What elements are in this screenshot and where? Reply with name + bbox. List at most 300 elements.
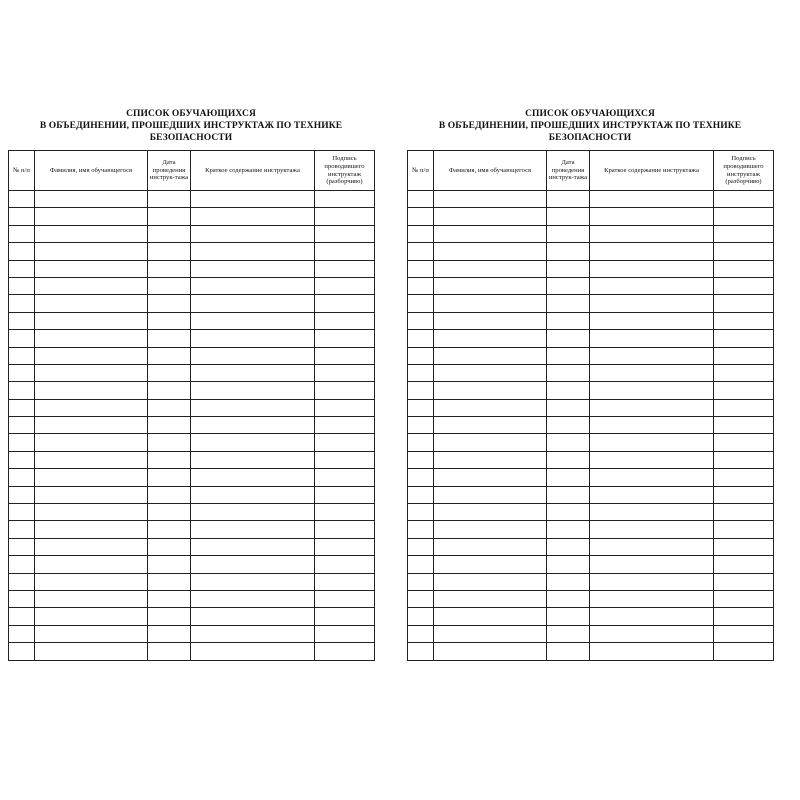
date-cell — [148, 347, 191, 364]
name-cell — [434, 399, 547, 416]
name-cell — [35, 225, 148, 242]
number-cell — [408, 364, 434, 381]
page-title — [8, 108, 374, 144]
content-cell — [590, 573, 714, 590]
table-row — [408, 260, 774, 277]
signature-cell — [714, 590, 774, 607]
name-cell — [35, 347, 148, 364]
signature-cell — [315, 347, 375, 364]
number-cell — [408, 295, 434, 312]
date-cell — [547, 330, 590, 347]
name-cell — [35, 330, 148, 347]
name-cell — [434, 573, 547, 590]
date-cell — [148, 504, 191, 521]
number-cell — [408, 330, 434, 347]
signature-cell — [714, 434, 774, 451]
table-row — [408, 538, 774, 555]
number-cell — [9, 434, 35, 451]
content-cell — [590, 417, 714, 434]
column-header-content: Краткое содержание инструктажа — [590, 151, 714, 191]
table-row — [408, 521, 774, 538]
signature-cell — [714, 469, 774, 486]
date-cell — [547, 347, 590, 364]
date-cell — [547, 295, 590, 312]
date-cell — [547, 434, 590, 451]
table-row — [9, 330, 375, 347]
date-cell — [148, 417, 191, 434]
name-cell — [35, 277, 148, 294]
name-cell — [434, 330, 547, 347]
content-cell — [191, 434, 315, 451]
name-cell — [434, 608, 547, 625]
signature-cell — [714, 312, 774, 329]
table-row — [408, 347, 774, 364]
content-cell — [590, 399, 714, 416]
content-cell — [590, 451, 714, 468]
date-cell — [547, 208, 590, 225]
table-row — [9, 573, 375, 590]
date-cell — [547, 538, 590, 555]
table-row — [408, 330, 774, 347]
date-cell — [547, 191, 590, 208]
table-row — [408, 486, 774, 503]
date-cell — [148, 469, 191, 486]
content-cell — [590, 225, 714, 242]
signature-cell — [315, 191, 375, 208]
table-row — [408, 434, 774, 451]
content-cell — [191, 243, 315, 260]
table-row — [408, 625, 774, 642]
signature-cell — [315, 295, 375, 312]
name-cell — [35, 295, 148, 312]
signature-cell — [714, 643, 774, 660]
title-line-1: СПИСОК ОБУЧАЮЩИХСЯ — [126, 109, 256, 119]
number-cell — [9, 504, 35, 521]
content-cell — [191, 573, 315, 590]
name-cell — [35, 434, 148, 451]
number-cell — [9, 399, 35, 416]
title-line-2: В ОБЪЕДИНЕНИИ, ПРОШЕДШИХ ИНСТРУКТАЖ ПО ТЕХНИКЕ БЕЗОПАСНОСТИ — [39, 121, 343, 143]
name-cell — [35, 486, 148, 503]
number-cell — [9, 556, 35, 573]
content-cell — [191, 399, 315, 416]
content-cell — [590, 364, 714, 381]
table-row — [408, 295, 774, 312]
signature-cell — [315, 451, 375, 468]
name-cell — [35, 573, 148, 590]
table-row — [9, 364, 375, 381]
date-cell — [148, 486, 191, 503]
content-cell — [590, 538, 714, 555]
date-cell — [148, 556, 191, 573]
content-cell — [191, 538, 315, 555]
signature-cell — [714, 521, 774, 538]
table-row — [9, 225, 375, 242]
signature-cell — [714, 243, 774, 260]
date-cell — [148, 590, 191, 607]
date-cell — [547, 469, 590, 486]
date-cell — [547, 312, 590, 329]
name-cell — [434, 469, 547, 486]
signature-cell — [714, 347, 774, 364]
content-cell — [590, 608, 714, 625]
number-cell — [9, 312, 35, 329]
number-cell — [9, 347, 35, 364]
table-row — [408, 243, 774, 260]
content-cell — [191, 364, 315, 381]
table-row — [9, 243, 375, 260]
table-row — [9, 590, 375, 607]
date-cell — [547, 364, 590, 381]
signature-cell — [714, 538, 774, 555]
name-cell — [434, 538, 547, 555]
name-cell — [434, 521, 547, 538]
signature-cell — [714, 225, 774, 242]
content-cell — [590, 330, 714, 347]
table-row — [9, 469, 375, 486]
content-cell — [590, 590, 714, 607]
signature-cell — [714, 556, 774, 573]
content-cell — [191, 382, 315, 399]
date-cell — [547, 643, 590, 660]
number-cell — [9, 225, 35, 242]
signature-cell — [315, 417, 375, 434]
date-cell — [148, 451, 191, 468]
date-cell — [148, 364, 191, 381]
date-cell — [148, 625, 191, 642]
name-cell — [434, 277, 547, 294]
name-cell — [434, 486, 547, 503]
name-cell — [35, 590, 148, 607]
name-cell — [35, 643, 148, 660]
signature-cell — [315, 364, 375, 381]
number-cell — [408, 208, 434, 225]
signature-cell — [315, 243, 375, 260]
number-cell — [9, 277, 35, 294]
signature-cell — [714, 260, 774, 277]
number-cell — [408, 277, 434, 294]
date-cell — [547, 608, 590, 625]
content-cell — [191, 521, 315, 538]
table-row — [9, 486, 375, 503]
table-row — [9, 434, 375, 451]
name-cell — [35, 521, 148, 538]
content-cell — [590, 260, 714, 277]
signature-cell — [714, 277, 774, 294]
content-cell — [191, 330, 315, 347]
content-cell — [590, 469, 714, 486]
date-cell — [547, 417, 590, 434]
name-cell — [434, 364, 547, 381]
name-cell — [35, 504, 148, 521]
number-cell — [9, 260, 35, 277]
number-cell — [9, 608, 35, 625]
signature-cell — [714, 364, 774, 381]
date-cell — [547, 382, 590, 399]
content-cell — [590, 208, 714, 225]
column-header-number: № п/п — [408, 151, 434, 191]
signature-cell — [315, 225, 375, 242]
number-cell — [408, 417, 434, 434]
table-row — [408, 556, 774, 573]
date-cell — [547, 573, 590, 590]
date-cell — [547, 504, 590, 521]
content-cell — [191, 312, 315, 329]
date-cell — [148, 399, 191, 416]
table-row — [408, 504, 774, 521]
name-cell — [35, 382, 148, 399]
name-cell — [35, 208, 148, 225]
content-cell — [590, 434, 714, 451]
number-cell — [408, 521, 434, 538]
number-cell — [408, 486, 434, 503]
signature-cell — [315, 277, 375, 294]
date-cell — [148, 277, 191, 294]
name-cell — [434, 504, 547, 521]
date-cell — [547, 590, 590, 607]
table-row — [9, 521, 375, 538]
date-cell — [547, 625, 590, 642]
content-cell — [590, 312, 714, 329]
table-row — [9, 625, 375, 642]
content-cell — [191, 451, 315, 468]
table-row — [9, 608, 375, 625]
table-row — [408, 590, 774, 607]
signature-cell — [315, 573, 375, 590]
content-cell — [191, 417, 315, 434]
signature-cell — [315, 260, 375, 277]
name-cell — [35, 538, 148, 555]
signature-cell — [315, 504, 375, 521]
table-row — [408, 417, 774, 434]
name-cell — [35, 312, 148, 329]
table-row — [9, 260, 375, 277]
content-cell — [191, 556, 315, 573]
table-row — [408, 643, 774, 660]
number-cell — [408, 260, 434, 277]
name-cell — [35, 451, 148, 468]
content-cell — [191, 469, 315, 486]
content-cell — [590, 504, 714, 521]
name-cell — [35, 243, 148, 260]
content-cell — [191, 590, 315, 607]
number-cell — [408, 347, 434, 364]
table-row — [9, 643, 375, 660]
date-cell — [547, 243, 590, 260]
date-cell — [148, 330, 191, 347]
number-cell — [9, 191, 35, 208]
name-cell — [434, 225, 547, 242]
signature-cell — [315, 643, 375, 660]
name-cell — [35, 191, 148, 208]
number-cell — [408, 504, 434, 521]
signature-cell — [315, 330, 375, 347]
date-cell — [547, 556, 590, 573]
table-row — [9, 312, 375, 329]
table-row — [408, 208, 774, 225]
instruction-table — [407, 150, 774, 661]
date-cell — [547, 451, 590, 468]
column-header-date: Дата проведения инструк-тажа — [547, 151, 590, 191]
column-header-number: № п/п — [9, 151, 35, 191]
table-row — [408, 191, 774, 208]
content-cell — [590, 277, 714, 294]
content-cell — [590, 625, 714, 642]
signature-cell — [714, 191, 774, 208]
content-cell — [590, 556, 714, 573]
date-cell — [148, 521, 191, 538]
name-cell — [434, 417, 547, 434]
table-header-row — [9, 151, 375, 191]
table-row — [9, 504, 375, 521]
date-cell — [148, 225, 191, 242]
column-header-date: Дата проведения инструк-тажа — [148, 151, 191, 191]
content-cell — [191, 295, 315, 312]
name-cell — [434, 434, 547, 451]
table-row — [9, 347, 375, 364]
name-cell — [434, 451, 547, 468]
signature-cell — [714, 625, 774, 642]
name-cell — [434, 191, 547, 208]
content-cell — [590, 295, 714, 312]
table-row — [9, 382, 375, 399]
table-row — [9, 399, 375, 416]
number-cell — [9, 208, 35, 225]
table-row — [408, 469, 774, 486]
table-row — [9, 538, 375, 555]
table-row — [408, 399, 774, 416]
date-cell — [148, 382, 191, 399]
table-row — [9, 417, 375, 434]
number-cell — [9, 469, 35, 486]
table-row — [9, 451, 375, 468]
signature-cell — [714, 330, 774, 347]
date-cell — [148, 243, 191, 260]
number-cell — [9, 243, 35, 260]
content-cell — [590, 382, 714, 399]
date-cell — [148, 608, 191, 625]
content-cell — [191, 486, 315, 503]
name-cell — [434, 556, 547, 573]
date-cell — [547, 260, 590, 277]
number-cell — [408, 608, 434, 625]
number-cell — [9, 486, 35, 503]
number-cell — [9, 590, 35, 607]
signature-cell — [714, 295, 774, 312]
number-cell — [9, 364, 35, 381]
number-cell — [9, 538, 35, 555]
signature-cell — [315, 434, 375, 451]
content-cell — [590, 643, 714, 660]
table-header-row — [408, 151, 774, 191]
content-cell — [191, 225, 315, 242]
date-cell — [148, 538, 191, 555]
signature-cell — [714, 504, 774, 521]
table-row — [408, 573, 774, 590]
content-cell — [191, 643, 315, 660]
page-title — [408, 108, 772, 144]
name-cell — [434, 625, 547, 642]
number-cell — [408, 469, 434, 486]
date-cell — [148, 573, 191, 590]
signature-cell — [714, 382, 774, 399]
signature-cell — [315, 382, 375, 399]
name-cell — [434, 243, 547, 260]
name-cell — [434, 347, 547, 364]
signature-cell — [315, 312, 375, 329]
number-cell — [9, 573, 35, 590]
signature-cell — [714, 608, 774, 625]
number-cell — [408, 312, 434, 329]
signature-cell — [714, 399, 774, 416]
table-row — [408, 312, 774, 329]
table-body — [9, 191, 375, 661]
number-cell — [9, 417, 35, 434]
title-line-1: СПИСОК ОБУЧАЮЩИХСЯ — [525, 109, 655, 119]
date-cell — [148, 260, 191, 277]
content-cell — [191, 277, 315, 294]
table-row — [408, 277, 774, 294]
date-cell — [148, 191, 191, 208]
name-cell — [35, 399, 148, 416]
name-cell — [434, 382, 547, 399]
date-cell — [148, 312, 191, 329]
date-cell — [547, 521, 590, 538]
number-cell — [9, 643, 35, 660]
right-page — [400, 0, 800, 800]
signature-cell — [315, 208, 375, 225]
signature-cell — [315, 608, 375, 625]
number-cell — [9, 625, 35, 642]
content-cell — [590, 521, 714, 538]
name-cell — [434, 590, 547, 607]
number-cell — [408, 643, 434, 660]
content-cell — [590, 347, 714, 364]
number-cell — [408, 434, 434, 451]
date-cell — [547, 486, 590, 503]
signature-cell — [714, 486, 774, 503]
number-cell — [408, 382, 434, 399]
signature-cell — [714, 573, 774, 590]
name-cell — [35, 625, 148, 642]
content-cell — [191, 625, 315, 642]
number-cell — [408, 399, 434, 416]
date-cell — [547, 277, 590, 294]
signature-cell — [315, 538, 375, 555]
table-row — [9, 208, 375, 225]
content-cell — [191, 208, 315, 225]
name-cell — [434, 260, 547, 277]
table-row — [9, 295, 375, 312]
name-cell — [434, 312, 547, 329]
table-row — [9, 191, 375, 208]
content-cell — [590, 191, 714, 208]
name-cell — [434, 208, 547, 225]
title-line-2: В ОБЪЕДИНЕНИИ, ПРОШЕДШИХ ИНСТРУКТАЖ ПО ТЕХНИКЕ БЕЗОПАСНОСТИ — [438, 121, 742, 143]
table-row — [9, 556, 375, 573]
column-header-name: Фамилия, имя обучающегося — [434, 151, 547, 191]
signature-cell — [315, 590, 375, 607]
signature-cell — [714, 208, 774, 225]
date-cell — [148, 295, 191, 312]
signature-cell — [315, 486, 375, 503]
number-cell — [9, 330, 35, 347]
table-row — [408, 225, 774, 242]
content-cell — [191, 191, 315, 208]
content-cell — [191, 260, 315, 277]
column-header-content: Краткое содержание инструктажа — [191, 151, 315, 191]
signature-cell — [714, 417, 774, 434]
